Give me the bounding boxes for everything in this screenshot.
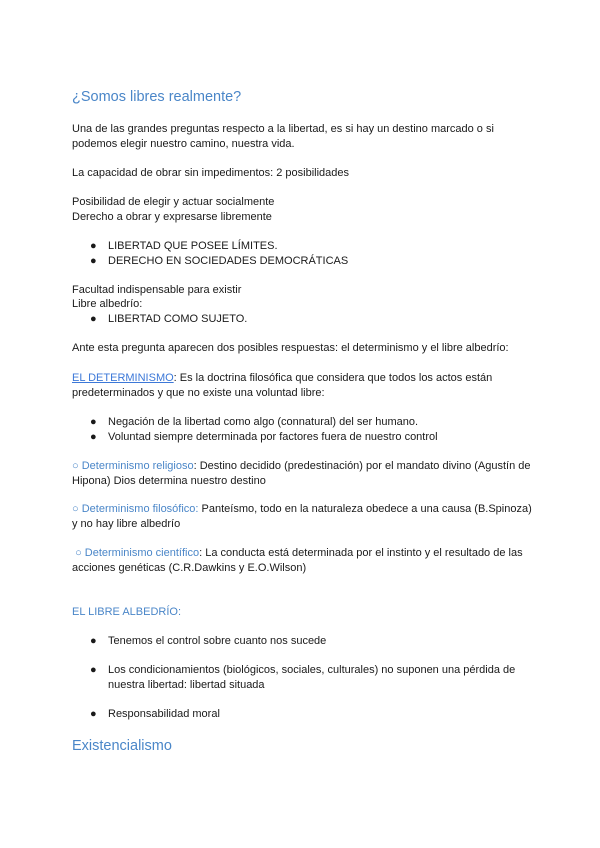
determinismo-filosofico-label: Determinismo filosófico: [81,503,199,515]
determinismo-filosofico-paragraph: ○ Determinismo filosófico: Panteísmo, todo en la naturaleza obedece a una causa (B.Spinoza) y no hay libre albedrío [72,503,532,530]
determinismo-cientifico-label: Determinismo científico [84,547,200,559]
determinismo-religioso-paragraph: ○ Determinismo religioso: Destino decidido (predestinación) por el mandato divino (Agustín de Hipona) Dios determina nuestro destino [72,460,531,487]
determinismo-text: : Es la doctrina filosófica que considera que todos los actos están predeterminados y que no existe una voluntad libre: [72,372,493,399]
circle-bullet-icon: ○ [72,503,79,515]
determinismo-religioso-label: Determinismo religioso [81,460,194,472]
circle-bullet-icon: ○ [75,547,82,559]
ante-paragraph: Ante esta pregunta aparecen dos posibles respuestas: el determinismo y el libre albedrío: [72,342,509,354]
list-item: ● Responsabilidad moral [90,708,220,720]
existencialismo-heading: Existencialismo [72,738,172,754]
bullet-icon: ● [90,313,97,325]
posibilidad-line-1: Posibilidad de elegir y actuar socialmente [72,196,275,208]
list-item: ● LIBERTAD QUE POSEE LÍMITES. [90,240,278,252]
posibilidad-line-2: Derecho a obrar y expresarse libremente [72,211,272,223]
bullet-icon: ● [90,635,97,647]
list-item: ● Negación de la libertad como algo (connatural) del ser humano. [90,416,419,428]
determinismo-link[interactable]: EL DETERMINISMO [72,372,174,384]
list-item: ● Voluntad siempre determinada por factores fuera de nuestro control [90,431,438,443]
libre-albedrio-heading: EL LIBRE ALBEDRÍO: [72,606,182,618]
libre-albedrio-list [72,634,532,649]
list-item: ● Tenemos el control sobre cuanto nos sucede [90,635,327,647]
list-item: ● LIBERTAD COMO SUJETO. [90,313,248,325]
bullet-icon: ● [90,431,97,443]
bullet-icon: ● [90,664,97,676]
limits-list [72,239,532,269]
circle-bullet-icon: ○ [72,460,79,472]
list-item: ● Los condicionamientos (biológicos, sociales, culturales) no suponen una pérdida de nuestra libertad: libertad situada [90,664,516,691]
bullet-icon: ● [90,416,97,428]
list-item: ● DERECHO EN SOCIEDADES DEMOCRÁTICAS [90,255,349,267]
sujeto-list [72,312,532,327]
bullet-icon: ● [90,255,97,267]
libre-albedrio-label: Libre albedrío: [72,298,143,310]
bullet-icon: ● [90,240,97,252]
capacidad-paragraph: La capacidad de obrar sin impedimentos: 2 posibilidades [72,167,350,179]
facultad-line: Facultad indispensable para existir [72,284,242,296]
determinismo-cientifico-paragraph: ○ Determinismo científico: La conducta está determinada por el instinto y el resultado de las acciones genéticas (C.R.Dawkins y E.O.Wilson) [72,547,523,574]
determinismo-list [72,415,532,445]
page-title: ¿Somos libres realmente? [72,89,242,105]
bullet-icon: ● [90,708,97,720]
intro-paragraph: Una de las grandes preguntas respecto a la libertad, es si hay un destino marcado o si podemos elegir nuestro camino, nuestra vida. [72,123,494,150]
determinismo-paragraph [72,371,532,401]
